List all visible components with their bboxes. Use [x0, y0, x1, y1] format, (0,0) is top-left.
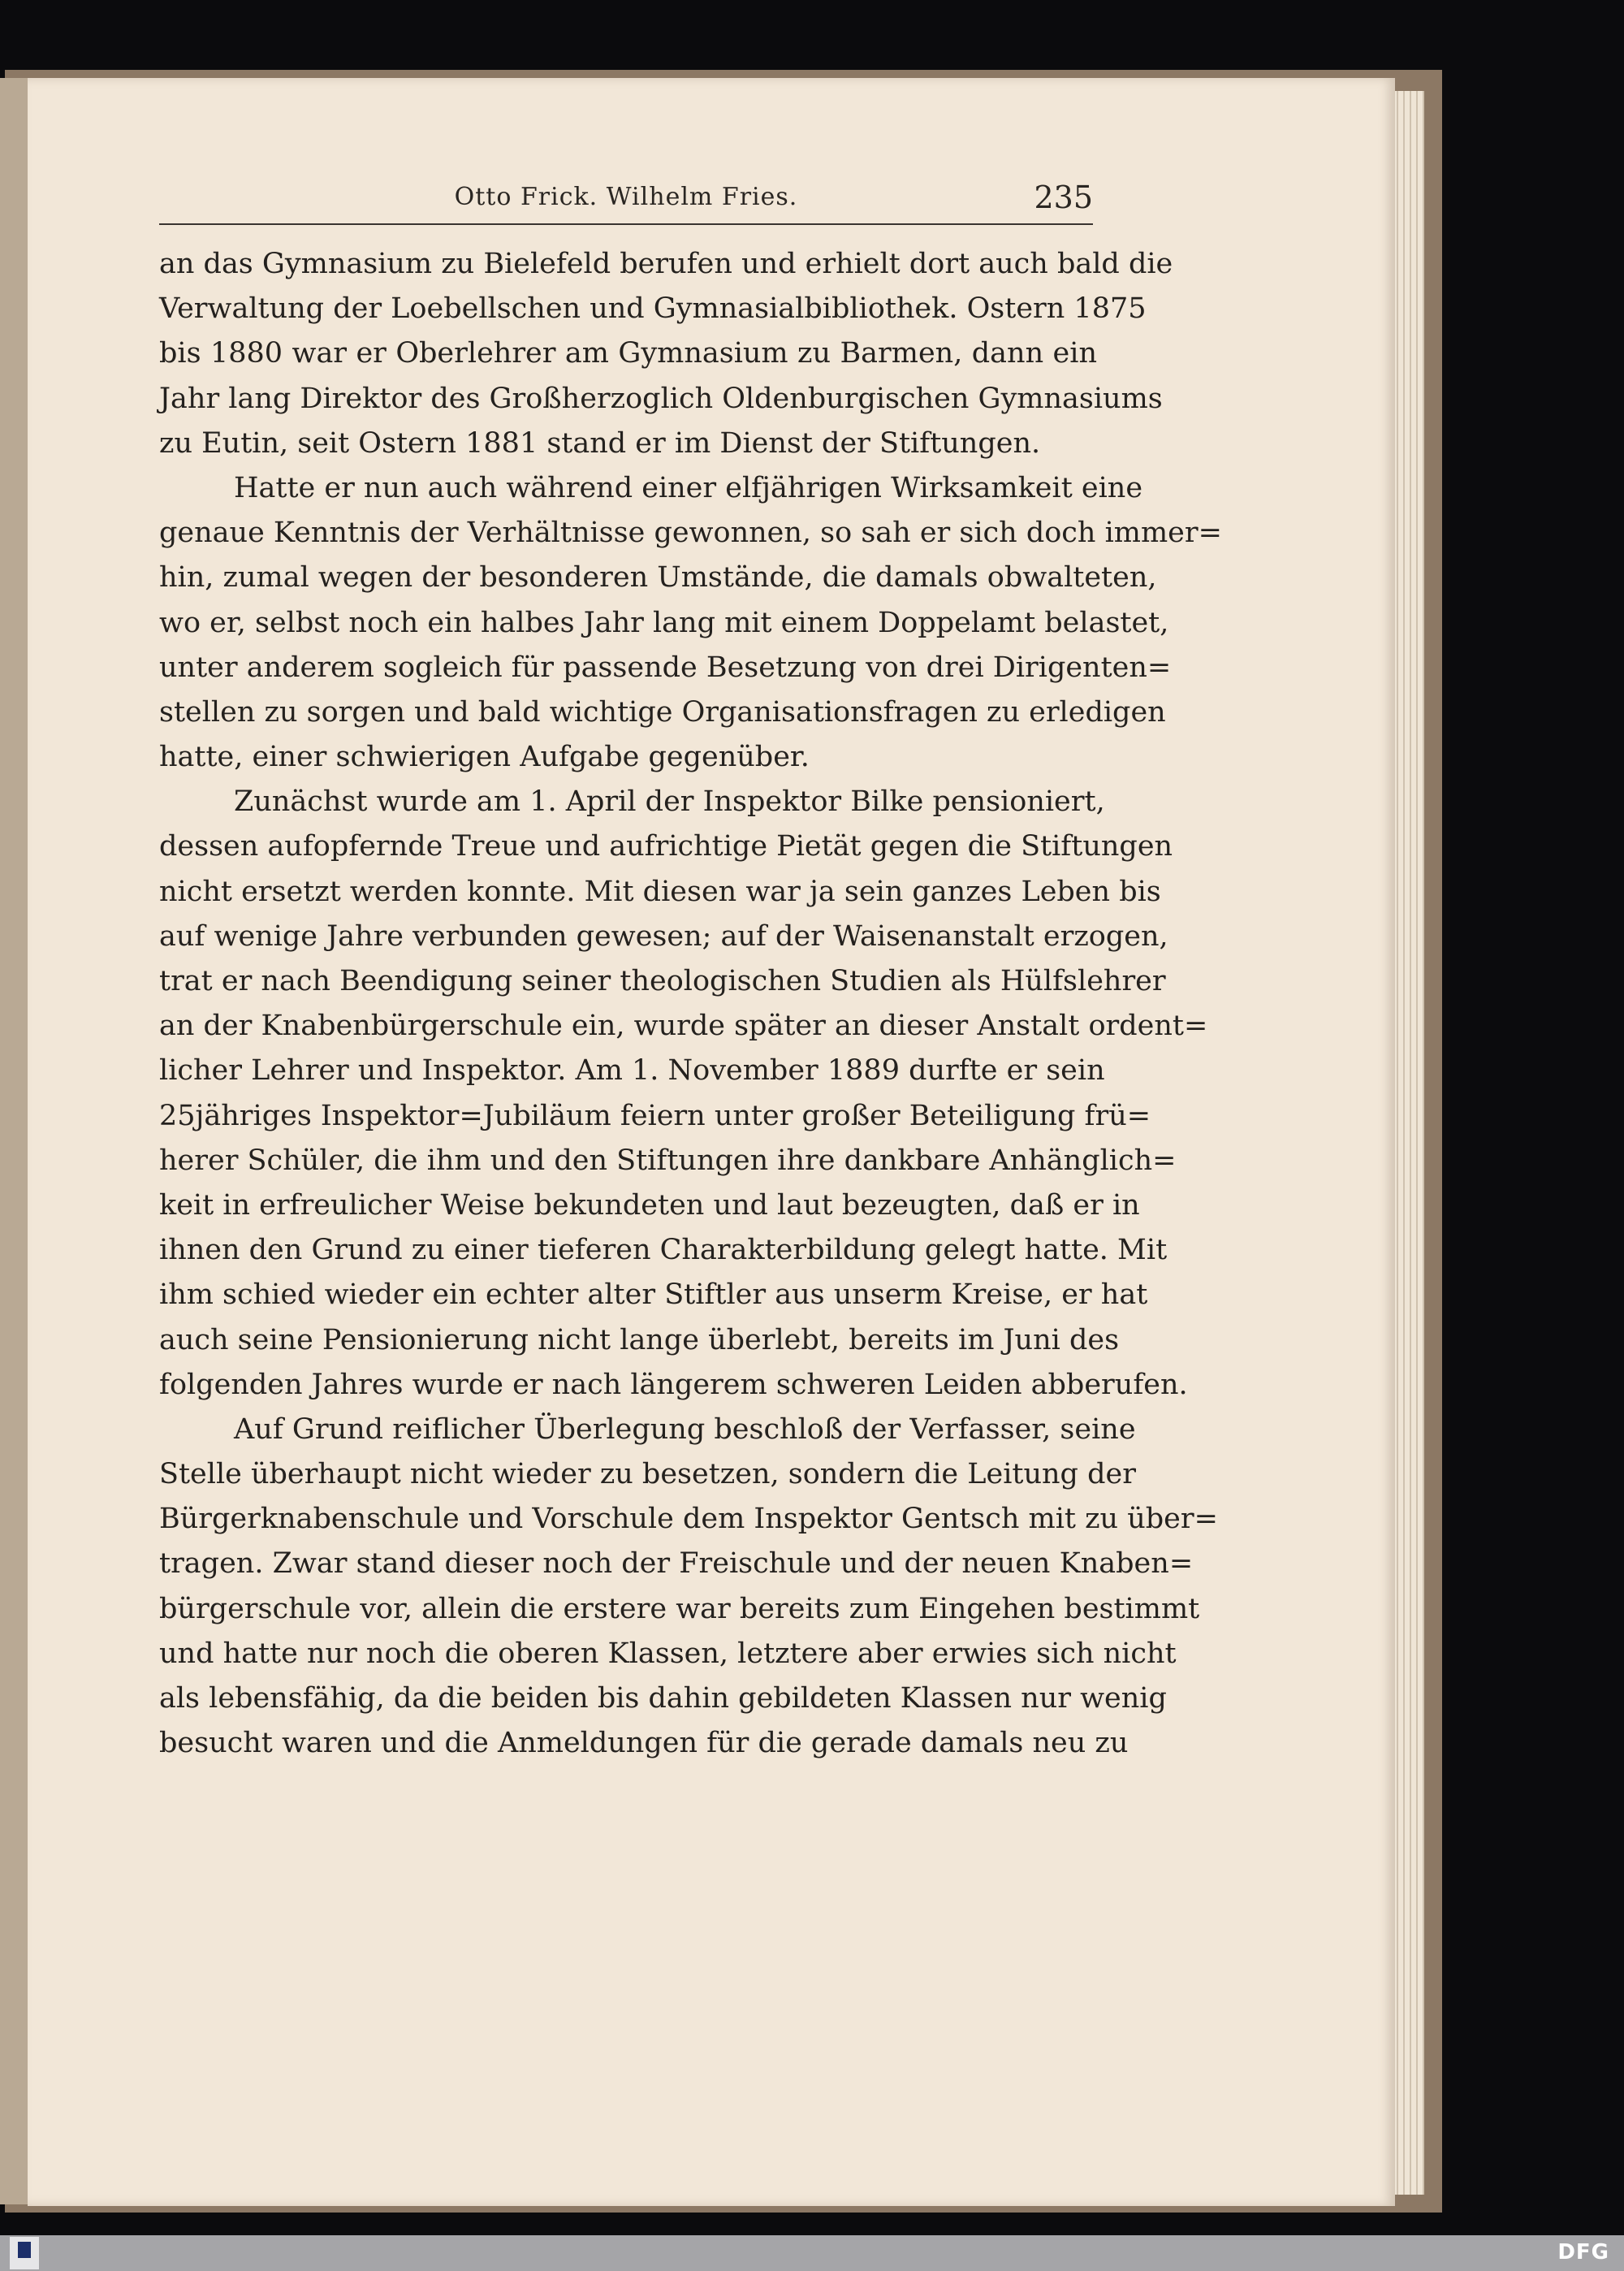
- text-line: als lebensfähig, da die beiden bis dahin gebildeten Klassen nur wenig: [159, 1682, 1167, 1715]
- library-logo-icon: [10, 2237, 39, 2269]
- running-head: [159, 175, 1093, 225]
- text-line: Zunächst wurde am 1. April der Inspektor Bilke pensioniert,: [234, 785, 1105, 819]
- text-line: ihnen den Grund zu einer tieferen Charakterbildung gelegt hatte. Mit: [159, 1234, 1168, 1267]
- running-head-title: Otto Frick. Wilhelm Fries.: [454, 183, 798, 211]
- text-line: nicht ersetzt werden konnte. Mit diesen war ja sein ganzes Leben bis: [159, 875, 1161, 908]
- text-line: an das Gymnasium zu Bielefeld berufen und erhielt dort auch bald die: [159, 248, 1173, 280]
- text-line: ihm schied wieder ein echter alter Stiftler aus unserm Kreise, er hat: [159, 1278, 1148, 1312]
- text-line: Hatte er nun auch während einer elfjährigen Wirksamkeit eine: [234, 471, 1143, 504]
- text-line: Bürgerknabenschule und Vorschule dem Inspektor Gentsch mit zu über=: [159, 1503, 1218, 1536]
- text-line: bürgerschule vor, allein die erstere war bereits zum Eingehen bestimmt: [159, 1592, 1200, 1625]
- text-line: Jahr lang Direktor des Großherzoglich Oldenburgischen Gymnasiums: [159, 382, 1163, 415]
- text-line: unter anderem sogleich für passende Besetzung von drei Dirigenten=: [159, 651, 1172, 684]
- text-line: genaue Kenntnis der Verhältnisse gewonnen, so sah er sich doch immer=: [159, 517, 1222, 550]
- text-line: dessen aufopfernde Treue und aufrichtige Pietät gegen die Stiftungen: [159, 830, 1173, 863]
- text-line: tragen. Zwar stand dieser noch der Freischule und der neuen Knaben=: [159, 1547, 1194, 1581]
- text-line: besucht waren und die Anmeldungen für die gerade damals neu zu: [159, 1727, 1129, 1760]
- text-line: auch seine Pensionierung nicht lange überlebt, bereits im Juni des: [159, 1323, 1120, 1356]
- text-line: hatte, einer schwierigen Aufgabe gegenüber.: [159, 741, 810, 774]
- text-line: 25jähriges Inspektor=Jubiläum feiern unter großer Beteiligung frü=: [159, 1099, 1151, 1132]
- text-line: Auf Grund reiflicher Überlegung beschloß der Verfasser, seine: [234, 1412, 1136, 1446]
- text-line: trat er nach Beendigung seiner theologischen Studien als Hülfslehrer: [159, 965, 1166, 997]
- text-line: an der Knabenbürgerschule ein, wurde später an dieser Anstalt ordent=: [159, 1010, 1208, 1043]
- text-line: zu Eutin, seit Ostern 1881 stand er im Dienst der Stiftungen.: [159, 426, 1041, 460]
- previous-page-edge: [0, 78, 28, 2204]
- viewer-footer-bar: [0, 2235, 1624, 2271]
- text-line: Stelle überhaupt nicht wieder zu besetzen, sondern die Leitung der: [159, 1458, 1136, 1491]
- text-line: und hatte nur noch die oberen Klassen, letztere aber erwies sich nicht: [159, 1637, 1177, 1670]
- text-line: keit in erfreulicher Weise bekundeten und laut bezeugten, daß er in: [159, 1188, 1140, 1222]
- body-text: [159, 242, 1222, 1766]
- text-line: hin, zumal wegen der besonderen Umstände, die damals obwalteten,: [159, 561, 1157, 595]
- text-line: auf wenige Jahre verbunden gewesen; auf der Waisenanstalt erzogen,: [159, 919, 1168, 953]
- text-line: wo er, selbst noch ein halbes Jahr lang mit einem Doppelamt belastet,: [159, 606, 1169, 639]
- text-line: folgenden Jahres wurde er nach längerem schweren Leiden abberufen.: [159, 1368, 1188, 1401]
- page-number: 235: [1034, 180, 1093, 215]
- text-line: licher Lehrer und Inspektor. Am 1. November 1889 durfte er sein: [159, 1054, 1105, 1088]
- text-line: herer Schüler, die ihm und den Stiftungen ihre dankbare Anhänglich=: [159, 1144, 1177, 1177]
- text-line: stellen zu sorgen und bald wichtige Organisationsfragen zu erledigen: [159, 695, 1166, 729]
- logo-mark: [18, 2242, 31, 2258]
- text-line: bis 1880 war er Oberlehrer am Gymnasium zu Barmen, dann ein: [159, 337, 1097, 370]
- dfg-logo: DFG: [1557, 2240, 1609, 2265]
- text-line: Verwaltung der Loebellschen und Gymnasialbibliothek. Ostern 1875: [159, 292, 1147, 326]
